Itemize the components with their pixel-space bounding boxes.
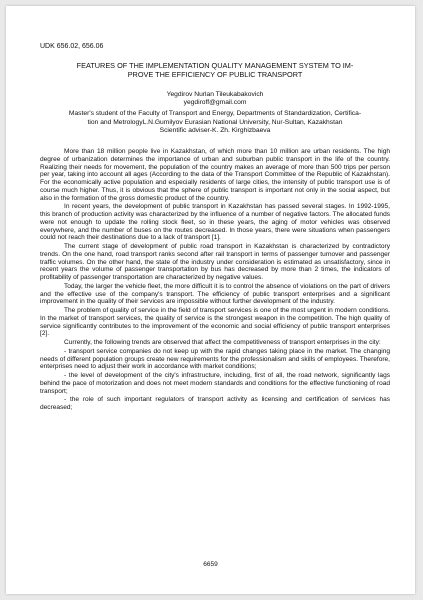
author-name: Yegdirov Nurlan Tileukabakovich (166, 90, 264, 98)
paragraph: More than 18 million people live in Kazakhstan, of which more than 10 million are urban residents. The high degree of urbanization determines the importance of urban and suburban public transport in the life of the country. Realizing their needs for movement, the population of the country makes an average of more than 500 trips per person per year, taking into account all ages (According to the data of the Transport Committee of the Republic of Kazakhstan). For the economically active population and especially residents of large cities, the intensity of public transport use is of course much higher. Thus, it is obvious that the sphere of public transport is important not only in the social aspect, but also in the formation of the gross domestic product of the country. (40, 148, 390, 202)
list-item: - the role of such important regulators of transport activity as licensing and certification of services has decreased; (40, 396, 390, 412)
title-line-2: PROVE THE EFFICIENCY OF PUBLIC TRANSPORT (127, 70, 303, 80)
paragraph: The current stage of development of public road transport in Kazakhstan is characterized by contradictory trends. On the one hand, road transport ranks second after rail transport in terms of passenger turnover and passenger traffic volumes. On the other hand, the state of the industry under consideration is estimated as unsatisfactory, since in recent years the volume of passenger transportation by bus has decreased by more than 2 times, the indicators of profitability of passenger transportation are characterized by negative values. (40, 243, 390, 282)
scientific-adviser: Scientific adviser-K. Zh. Kirghizbaeva (159, 126, 271, 134)
paragraph: In recent years, the development of public transport in Kazakhstan has passed several stages. In 1992-1995, this branch of production activity was characterized by the influence of a number of negative factors. The allocated funds were not enough to update the rolling stock fleet, so in these years, the aging of motor vehicles was observed everywhere, and the number of buses on the routes decreased. In those years, there were situations when passengers could not reach their destinations due to a lack of transport [1]. (40, 203, 390, 242)
paragraph: The problem of quality of service in the field of transport services is one of the most urgent in modern conditions. In the market of transport services, the quality of service is the strongest weapon in the competition. The high quality of service significantly contributes to the improvement of the economic and social efficiency of public transport enterprises [2]. (40, 307, 390, 338)
page-content (40, 43, 390, 413)
document-page (6, 6, 415, 594)
author-email: yegdiroff@gmail.com (183, 99, 247, 107)
title-line-1: FEATURES OF THE IMPLEMENTATION QUALITY MANAGEMENT SYSTEM TO IM- (76, 61, 354, 70)
author-block (40, 91, 390, 107)
article-title (42, 61, 388, 80)
list-item: - transport service companies do not keep up with the rapid changes taking place in the market. The changing needs of different population groups create new requirements for the professionalism and skills of employees. Therefore, enterprises need to adjust their work in accordance with market conditions; (40, 347, 390, 371)
list-item: - the level of development of the city's infrastructure, including, first of all, the road network, significantly lags behind the pace of motorization and does not meet modern standards and conditions for the effective functioning of road transport; (40, 372, 390, 395)
paragraph: Today, the larger the vehicle fleet, the more difficult it is to control the absence of violations on the part of drivers and the effective use of the company's transport. The efficiency of public transport enterprises and a significant improvement in the quality of their services are impossible without further development of the industry. (40, 282, 390, 306)
article-body (40, 148, 390, 412)
affiliation-line-1: Master's student of the Faculty of Transport and Energy, Departments of Standardization, Certifica- (68, 110, 362, 118)
udk-code: UDK 656.02, 656.06 (40, 43, 104, 50)
page-number: 6659 (203, 561, 218, 568)
affiliation-line-2: tion and MetrologyL.N.Gumilyov Eurasian National University, Nur-Sultan, Kazakhstan (87, 118, 343, 126)
affiliation-block (40, 110, 390, 135)
paragraph: Currently, the following trends are observed that affect the competitiveness of transport enterprises in the city: (64, 339, 381, 347)
